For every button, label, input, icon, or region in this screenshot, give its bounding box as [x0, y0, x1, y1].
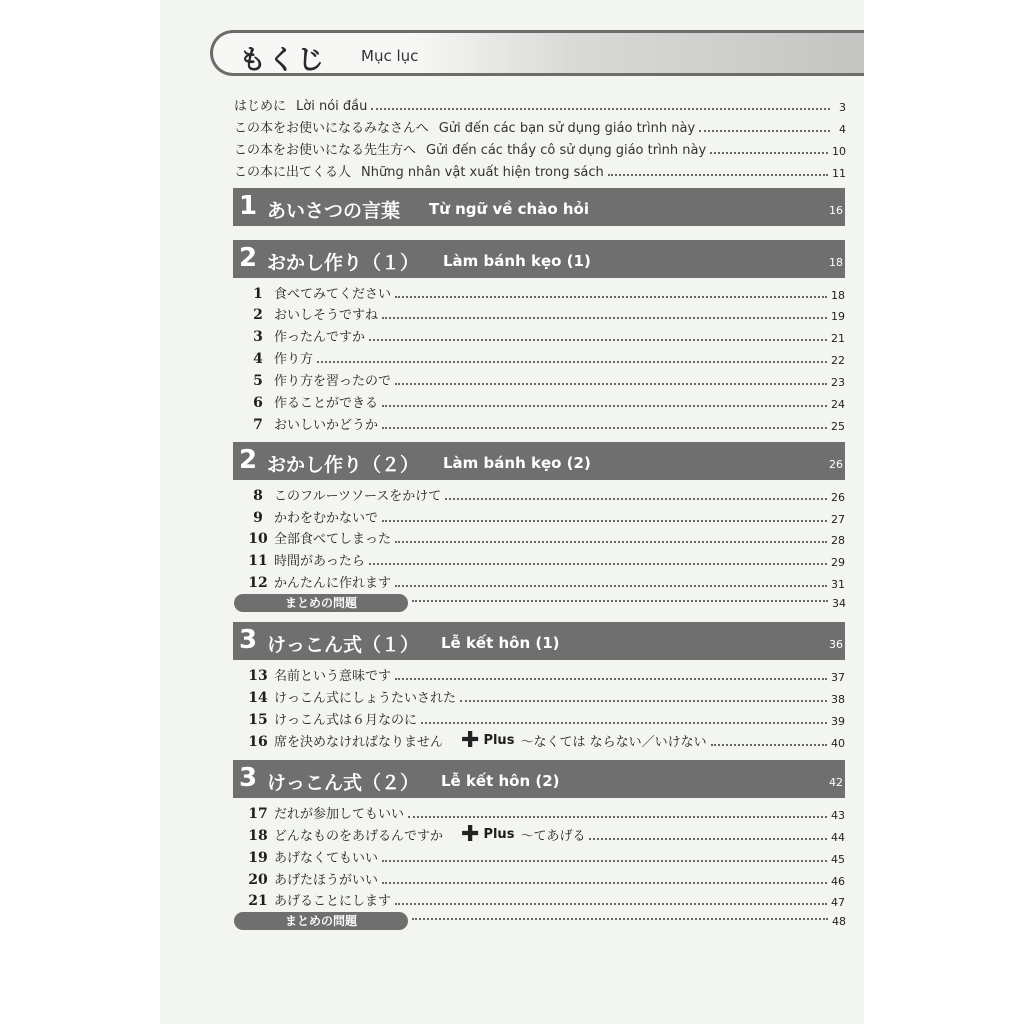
lesson-entry[interactable]	[248, 282, 845, 302]
review-label: まとめの問題	[234, 594, 408, 612]
dot-leader	[608, 174, 828, 176]
page-number: 31	[831, 578, 845, 591]
dot-leader	[395, 296, 827, 298]
dot-leader	[317, 361, 827, 363]
lesson-number: 7	[253, 417, 263, 433]
dot-leader	[382, 317, 827, 319]
dot-leader	[395, 383, 827, 385]
lesson-entry[interactable]	[248, 664, 845, 684]
toc-title-bar	[210, 30, 864, 76]
page-number: 36	[829, 638, 843, 651]
dot-leader	[369, 563, 827, 565]
lesson-entry[interactable]	[248, 506, 845, 526]
dot-leader	[371, 108, 830, 110]
dot-leader	[421, 722, 827, 724]
lesson-title: 席を決めなければなりません	[274, 735, 444, 750]
lesson-title: 時間があったら	[274, 554, 365, 569]
plus-icon: ✚	[461, 821, 480, 847]
lesson-title: かわをむかないで	[274, 511, 379, 526]
page-number: 39	[831, 715, 845, 728]
plus-icon: ✚	[461, 727, 480, 753]
lesson-title: 作り方を習ったので	[274, 374, 392, 389]
unit-header[interactable]	[233, 188, 845, 226]
page-number: 19	[831, 310, 845, 323]
lesson-entry[interactable]	[248, 527, 845, 547]
lesson-title: どんなものをあげるんですか	[274, 829, 444, 844]
entry-title-vn: Gửi đến các thầy cô sử dụng giáo trình này	[426, 143, 707, 158]
page-number: 48	[832, 914, 846, 928]
lesson-number: 3	[253, 329, 263, 345]
review-entry[interactable]	[234, 912, 846, 930]
lesson-entry[interactable]	[248, 889, 845, 909]
dot-leader	[382, 882, 827, 884]
lesson-title: けっこん式は６月なのに	[274, 713, 418, 728]
dot-leader	[395, 903, 827, 905]
page-number: 40	[831, 737, 845, 750]
lesson-title: 作り方	[274, 352, 314, 367]
page-number: 25	[831, 420, 845, 433]
entry-title-jp: この本をお使いになるみなさんへ	[234, 121, 429, 136]
entry-title-vn: Lời nói đầu	[296, 99, 368, 114]
lesson-number: 8	[253, 488, 263, 504]
unit-number: 1	[239, 191, 258, 221]
dot-leader	[382, 520, 827, 522]
lesson-number: 11	[248, 553, 268, 569]
plus-grammar: ～なくては ならない／いけない	[520, 735, 707, 750]
page-number: 27	[831, 513, 845, 526]
lesson-title: 作ることができる	[274, 396, 379, 411]
unit-title-vn: Làm bánh kẹo (2)	[443, 454, 591, 472]
plus-label: Plus	[483, 733, 515, 748]
lesson-number: 1	[253, 286, 263, 302]
page-number: 26	[831, 491, 845, 504]
lesson-title: けっこん式にしょうたいされた	[274, 691, 457, 706]
plus-note	[461, 821, 586, 847]
lesson-title: 作ったんですか	[274, 330, 366, 345]
dot-leader	[382, 405, 827, 407]
lesson-number: 21	[248, 893, 268, 909]
lesson-number: 5	[253, 373, 263, 389]
dot-leader	[395, 585, 827, 587]
toc-intro-entry[interactable]	[234, 94, 846, 114]
entry-title-jp: はじめに	[234, 99, 287, 114]
lesson-entry[interactable]	[248, 325, 845, 345]
page-number: 26	[829, 458, 843, 471]
lesson-entry[interactable]	[248, 391, 845, 411]
dot-leader	[460, 700, 827, 702]
unit-title-vn: Làm bánh kẹo (1)	[443, 252, 591, 270]
lesson-number: 4	[253, 351, 263, 367]
page-number: 45	[831, 853, 845, 866]
page-number: 47	[831, 896, 845, 909]
dot-leader	[369, 339, 827, 341]
page-number: 11	[832, 167, 846, 180]
page-number: 38	[831, 693, 845, 706]
unit-number: 2	[239, 243, 258, 273]
dot-leader	[710, 152, 828, 154]
lesson-title: 名前という意味です	[274, 669, 392, 684]
plus-note	[461, 727, 707, 753]
page-number: 3	[839, 101, 846, 114]
page-number: 42	[829, 776, 843, 789]
dot-leader	[382, 860, 827, 862]
lesson-number: 14	[248, 690, 268, 706]
lesson-entry[interactable]	[248, 347, 845, 367]
unit-number: 3	[239, 625, 258, 655]
dot-leader	[395, 678, 827, 680]
lesson-title: あげることにします	[274, 894, 392, 909]
dot-leader	[589, 838, 827, 840]
lesson-entry[interactable]	[248, 708, 845, 728]
lesson-entry[interactable]	[248, 484, 845, 504]
toc-intro-entry[interactable]	[234, 160, 846, 180]
lesson-entry[interactable]	[248, 571, 845, 591]
page-number: 34	[832, 596, 846, 610]
page-number: 21	[831, 332, 845, 345]
lesson-number: 9	[253, 510, 263, 526]
toc-page	[160, 0, 864, 1024]
lesson-entry[interactable]	[248, 686, 845, 706]
dot-leader	[412, 918, 828, 920]
entry-title-vn: Những nhân vật xuất hiện trong sách	[361, 165, 604, 180]
unit-header[interactable]	[233, 760, 845, 798]
page-number: 24	[831, 398, 845, 411]
lesson-number: 20	[248, 872, 268, 888]
page-number: 18	[829, 256, 843, 269]
dot-leader	[445, 498, 827, 500]
plus-label: Plus	[483, 827, 515, 842]
toc-intro-entry[interactable]	[234, 116, 846, 136]
review-entry[interactable]	[234, 594, 846, 612]
toc-intro-entry[interactable]	[234, 138, 846, 158]
lesson-number: 2	[253, 307, 263, 323]
lesson-number: 16	[248, 734, 268, 750]
page-number: 4	[839, 123, 846, 136]
unit-header[interactable]	[233, 240, 845, 278]
entry-title-jp: この本に出てくる人	[234, 165, 352, 180]
page-number: 43	[831, 809, 845, 822]
entry-title-vn: Gửi đến các bạn sử dụng giáo trình này	[438, 121, 696, 136]
lesson-entry[interactable]	[248, 846, 845, 866]
lesson-title: 食べてみてください	[274, 287, 392, 302]
lesson-title: おいしそうですね	[274, 308, 379, 323]
unit-title-vn: Lễ kết hôn (2)	[441, 772, 560, 790]
lesson-title: かんたんに作れます	[274, 576, 392, 591]
page-number: 44	[831, 831, 845, 844]
unit-number: 2	[239, 445, 258, 475]
lesson-title: あげなくてもいい	[274, 851, 379, 866]
lesson-entry[interactable]	[248, 369, 845, 389]
dot-leader	[408, 816, 827, 818]
page-number: 16	[829, 204, 843, 217]
unit-title-jp: おかし作り（１）	[267, 252, 420, 274]
toc-title-vn: Mục lục	[361, 47, 419, 65]
lesson-number: 12	[248, 575, 268, 591]
review-label: まとめの問題	[234, 912, 408, 930]
lesson-title: おいしいかどうか	[274, 418, 379, 433]
page-number: 18	[831, 289, 845, 302]
lesson-entry[interactable]	[248, 303, 845, 323]
plus-grammar: ～てあげる	[520, 829, 586, 844]
page-number: 23	[831, 376, 845, 389]
lesson-number: 19	[248, 850, 268, 866]
lesson-title: 全部食べてしまった	[274, 532, 392, 547]
lesson-number: 15	[248, 712, 268, 728]
lesson-entry[interactable]	[248, 802, 845, 822]
page-number: 29	[831, 556, 845, 569]
page-number: 22	[831, 354, 845, 367]
lesson-entry[interactable]	[248, 868, 845, 888]
toc-title-jp: もくじ	[239, 45, 326, 76]
lesson-entry[interactable]	[248, 727, 845, 753]
page-number: 28	[831, 534, 845, 547]
unit-title-jp: けっこん式（２）	[267, 772, 420, 794]
lesson-entry[interactable]	[248, 413, 845, 433]
unit-header[interactable]	[233, 622, 845, 660]
lesson-entry[interactable]	[248, 549, 845, 569]
unit-title-vn: Lễ kết hôn (1)	[441, 634, 560, 652]
lesson-number: 17	[248, 806, 268, 822]
lesson-title: このフルーツソースをかけて	[274, 489, 442, 504]
entry-title-jp: この本をお使いになる先生方へ	[234, 143, 417, 158]
dot-leader	[699, 130, 830, 132]
unit-title-jp: けっこん式（１）	[267, 634, 420, 656]
unit-number: 3	[239, 763, 258, 793]
page-number: 37	[831, 671, 845, 684]
unit-title-jp: あいさつの言葉	[267, 200, 401, 222]
lesson-title: だれが参加してもいい	[274, 807, 405, 822]
page-number: 46	[831, 875, 845, 888]
dot-leader	[412, 600, 828, 602]
page-number: 10	[832, 145, 846, 158]
dot-leader	[395, 541, 827, 543]
lesson-number: 18	[248, 828, 268, 844]
lesson-number: 10	[248, 531, 268, 547]
lesson-number: 6	[253, 395, 263, 411]
unit-title-vn: Từ ngữ về chào hỏi	[429, 200, 589, 218]
unit-header[interactable]	[233, 442, 845, 480]
lesson-title: あげたほうがいい	[274, 873, 379, 888]
lesson-number: 13	[248, 668, 268, 684]
lesson-entry[interactable]	[248, 821, 845, 847]
unit-title-jp: おかし作り（２）	[267, 454, 420, 476]
dot-leader	[711, 744, 827, 746]
dot-leader	[382, 427, 827, 429]
